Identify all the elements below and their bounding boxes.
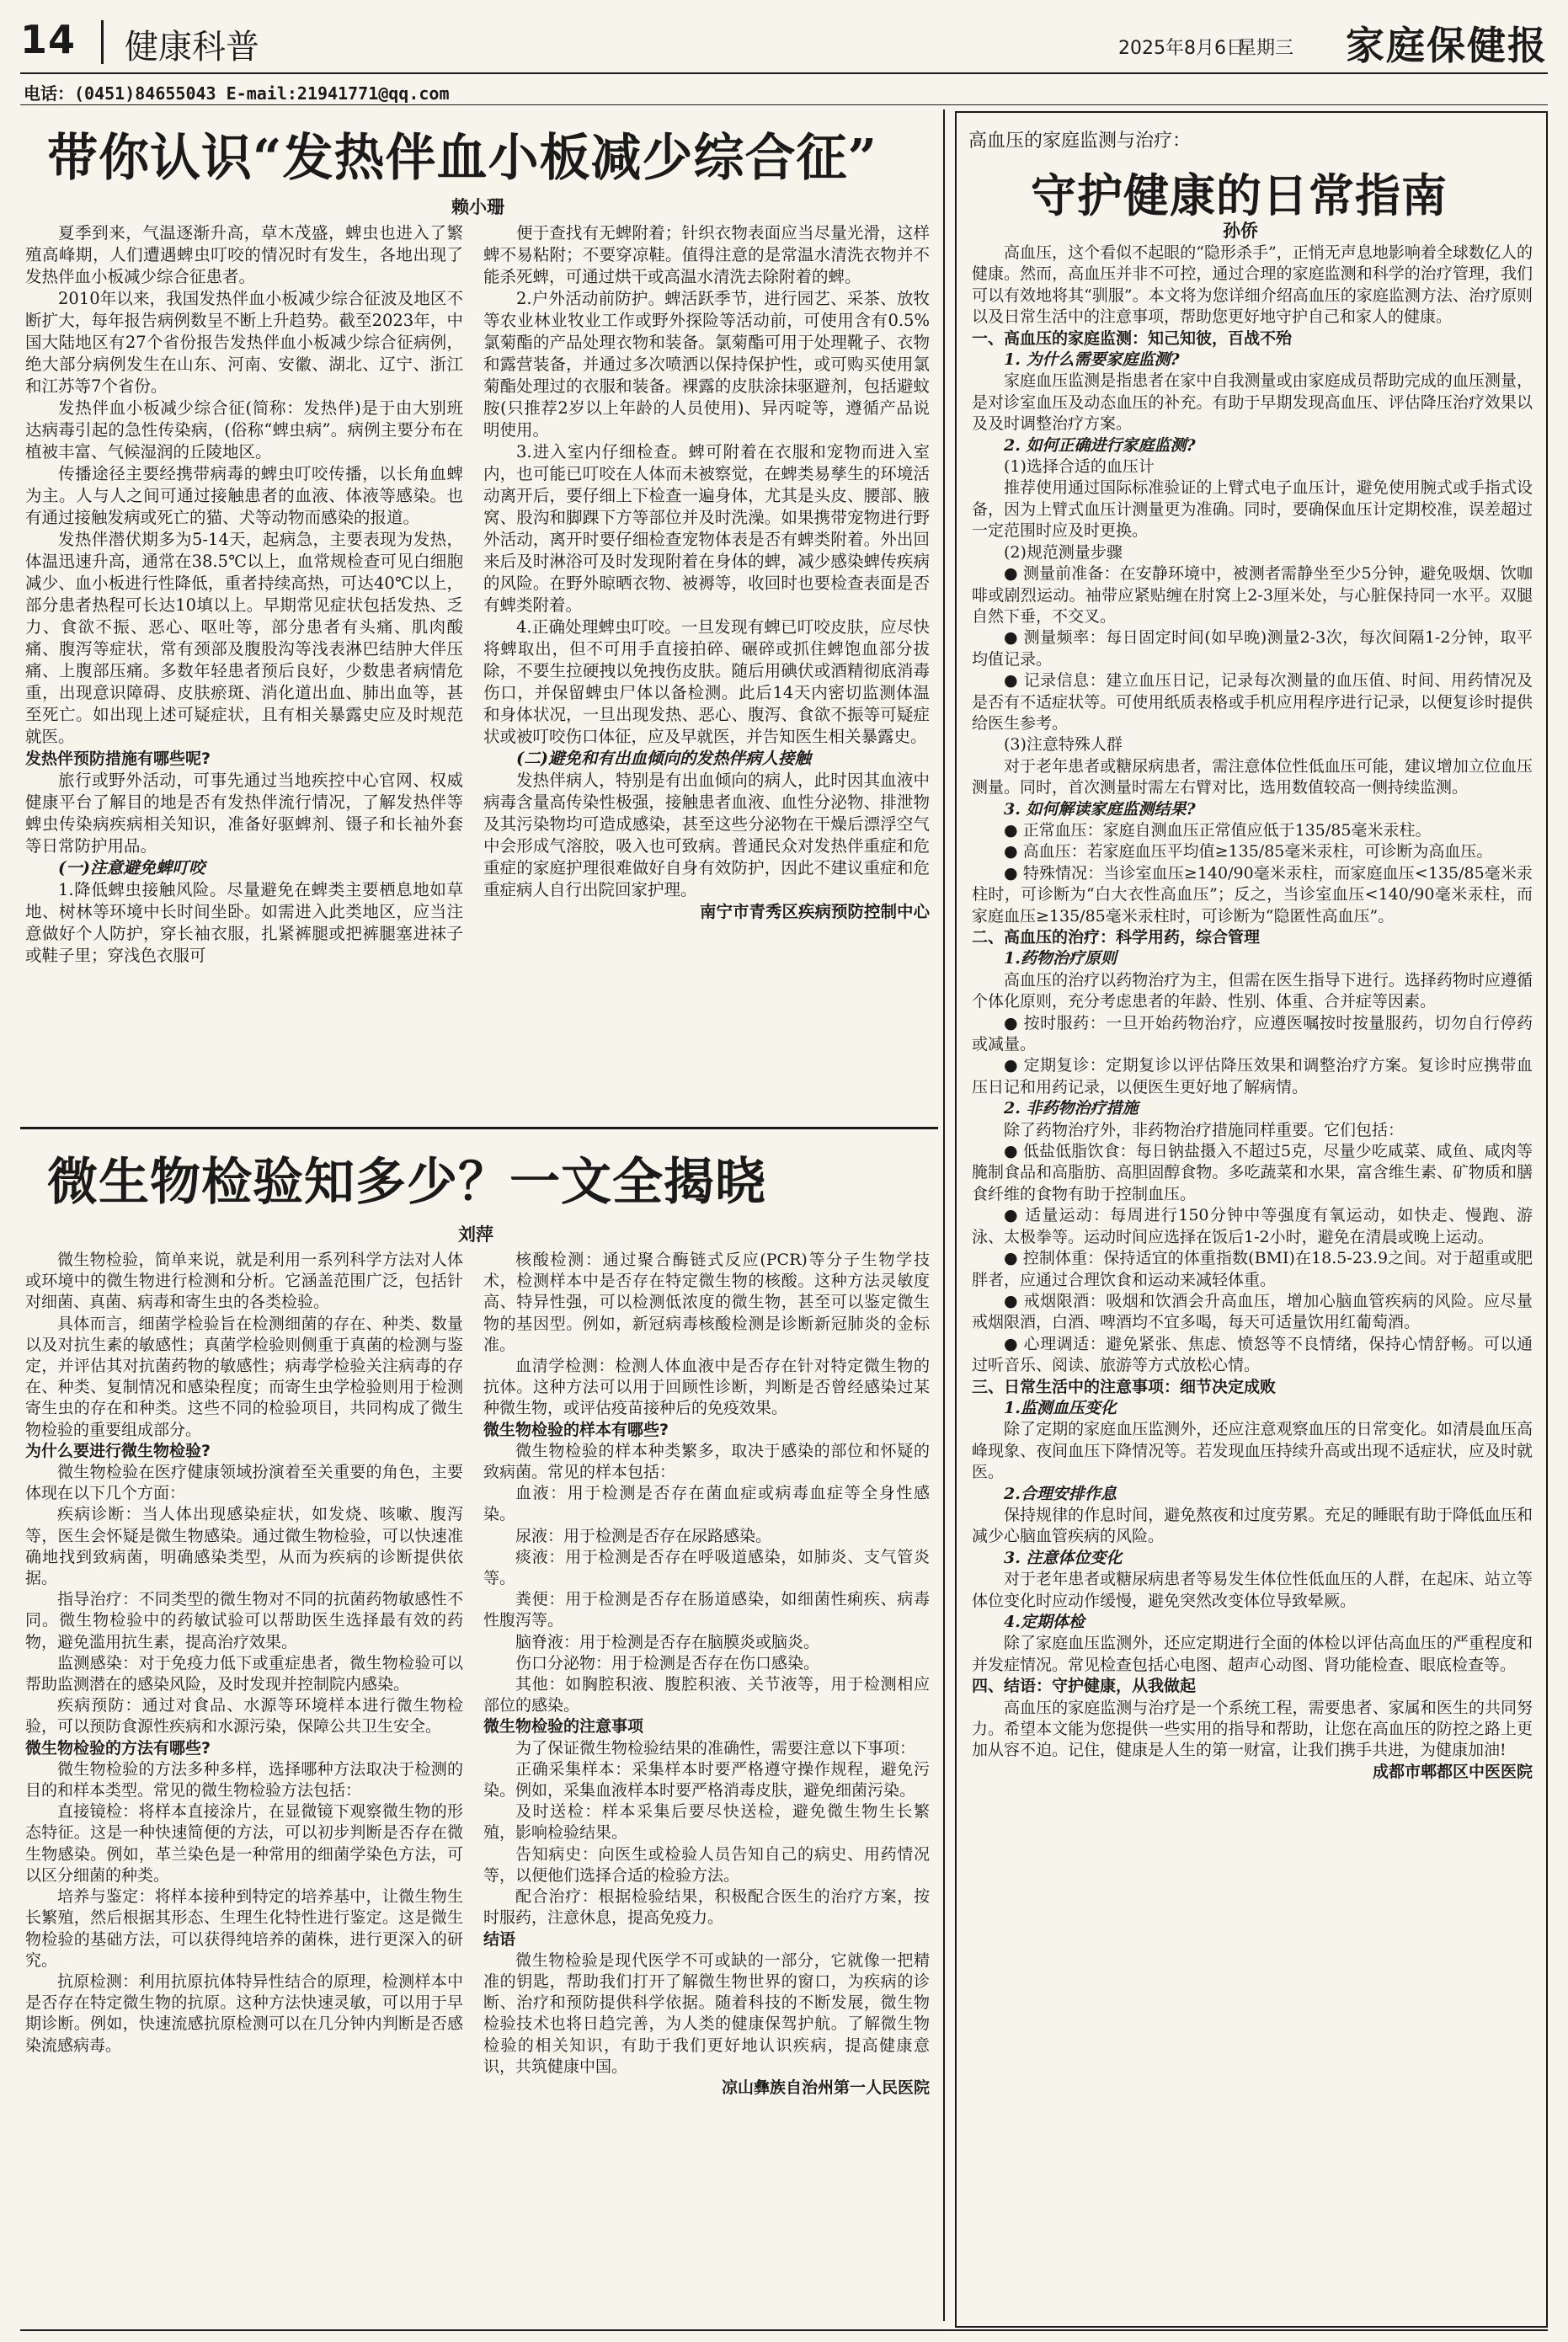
subheading: 微生物检验的注意事项 xyxy=(483,1717,644,1736)
contact-rule xyxy=(20,104,1548,105)
paragraph: ● 测量前准备：在安静环境中，被测者需静坐至少5分钟，避免吸烟、饮咖啡或剧烈运动。袖带应紧贴缠在肘窝上2-3厘米处，与心脏保持同一水平。双腿自然下垂，不交叉。 xyxy=(972,564,1533,626)
subheading: 二、高血压的治疗：科学用药，综合管理 xyxy=(972,928,1261,947)
paragraph: 具体而言，细菌学检验旨在检测细菌的存在、种类、数量以及对抗生素的敏感性；真菌学检验则侧重于真菌的检测与鉴定，并评估其对抗菌药物的敏感性；病毒学检验关注病毒的存在、种类、复制情况和感染程度；而寄生虫学检验则用于检测寄生虫的存在和种类。这些不同的检验项目，共同构成了微生物检验的重要组成部分。 xyxy=(25,1314,463,1439)
paragraph: 保持规律的作息时间，避免熬夜和过度劳累。充足的睡眠有助于降低血压和减少心脑血管疾病的风险。 xyxy=(972,1505,1533,1546)
paragraph: ● 特殊情况：当诊室血压≥140/90毫米汞柱，而家庭血压<135/85毫米汞柱时，可诊断为“白大衣性高血压”；反之，当诊室血压<140/90毫米汞柱，而家庭血压≥135/85毫米汞柱时，可诊断为“隐匿性高血压”。 xyxy=(972,863,1533,926)
paragraph: 发热伴潜伏期多为5-14天，起病急，主要表现为发热，体温迅速升高，通常在38.5℃以上，血常规检查可见白细胞减少、血小板进行性降低，重者持续高热，可达40℃以上，部分患者热程可长达10填以上。早期常见症状包括发热、乏力、食欲不振、恶心、呕吐等，部分患者有头痛、肌肉酸痛、腹泻等症状，常有颈部及腹股沟等浅表淋巴结肿大伴压痛、上腹部压痛。多数年轻患者预后良好，少数患者病情危重，出现意识障碍、皮肤瘀斑、消化道出血、肺出血等，甚至死亡。如出现上述可疑症状，且有相关暴露史应及时规范就医。 xyxy=(25,530,463,746)
paragraph: 微生物检验是现代医学不可或缺的一部分，它就像一把精准的钥匙，帮助我们打开了解微生物世界的窗口，为疾病的诊断、治疗和预防提供科学依据。随着科技的不断发展，微生物检验技术也将日趋完善，为人类的健康保驾护航。了解微生物检验的相关知识，有助于我们更好地认识疾病，提高健康意识，共筑健康中国。 xyxy=(483,1950,930,2076)
paragraph: (1)选择合适的血压计 xyxy=(1004,457,1155,477)
paragraph: ● 按时服药：一旦开始药物治疗，应遵医嘱按时按量服药，切勿自行停药或减量。 xyxy=(972,1013,1533,1054)
paragraph: 疾病预防：通过对食品、水源等环境样本进行微生物检验，可以预防食源性疾病和水源污染，保障公共卫生安全。 xyxy=(25,1696,463,1736)
paragraph: 指导治疗：不同类型的微生物对不同的抗菌药物敏感性不同。微生物检验中的药敏试验可以帮助医生选择最有效的药物，避免滥用抗生素，提高治疗效果。 xyxy=(25,1590,463,1651)
section-label: 2. 如何正确进行家庭监测? xyxy=(1004,435,1196,455)
source-credit: 成都市郫都区中医医院 xyxy=(1372,1762,1533,1781)
article3-body xyxy=(972,243,1533,1783)
section-label: 3. 如何解读家庭监测结果? xyxy=(1004,799,1196,819)
article3-author: 孙侨 xyxy=(1223,220,1258,241)
paragraph: 微生物检验在医疗健康领域扮演着至关重要的角色，主要体现在以下几个方面： xyxy=(25,1463,463,1503)
paragraph: 痰液：用于检测是否存在呼吸道感染，如肺炎、支气管炎等。 xyxy=(483,1547,930,1588)
paragraph: ● 控制体重：保持适宜的体重指数(BMI)在18.5-23.9之间。对于超重或肥胖者，应通过合理饮食和运动来减轻体重。 xyxy=(972,1249,1533,1289)
section-label: 2. 非药物治疗措施 xyxy=(1004,1099,1139,1118)
paragraph: 培养与鉴定：将样本接种到特定的培养基中，让微生物生长繁殖，然后根据其形态、生理生化特性进行鉴定。这是微生物检验的基础方法，可以获得纯培养的菌株，进行更深入的研究。 xyxy=(25,1887,463,1970)
paragraph: 告知病史：向医生或检验人员告知自己的病史、用药情况等，以便他们选择合适的检验方法。 xyxy=(483,1844,930,1885)
issue-date: 2025年8月6日 xyxy=(1118,38,1245,59)
page-header xyxy=(20,15,1548,67)
paragraph: 2010年以来，我国发热伴血小板减少综合征波及地区不断扩大，每年报告病例数呈不断上升趋势。截至2023年，中国大陆地区有27个省份报告发热伴血小板减少综合征病例，绝大部分病例发生在山东、河南、安徽、湖北、辽宁、浙江和江苏等7个省份。 xyxy=(25,289,463,396)
paragraph: ● 正常血压：家庭自测血压正常值应低于135/85毫米汞柱。 xyxy=(1004,820,1432,840)
article2-column-left xyxy=(25,1250,463,2057)
paragraph: ● 低盐低脂饮食：每日钠盐摄入不超过5克，尽量少吃咸菜、咸鱼、咸肉等腌制食品和高脂肪、高胆固醇食物。多吃蔬菜和水果，富含维生素、矿物质和膳食纤维的食物有助于控制血压。 xyxy=(972,1142,1533,1203)
source-credit: 凉山彝族自治州第一人民医院 xyxy=(721,2078,930,2097)
paragraph: 微生物检验，简单来说，就是利用一系列科学方法对人体或环境中的微生物进行检测和分析。它涵盖范围广泛，包括针对细菌、真菌、病毒和寄生虫的各类检验。 xyxy=(25,1251,463,1312)
paragraph: 除了定期的家庭血压监测外，还应注意观察血压的日常变化。如清晨血压高峰现象、夜间血压下降情况等。若发现血压持续升高或出现不适症状，应及时就医。 xyxy=(972,1420,1533,1482)
paragraph: 传播途径主要经携带病毒的蜱虫叮咬传播，以长角血蜱为主。人与人之间可通过接触患者的血液、体液等感染。也有通过接触发病或死亡的猫、犬等动物而感染的报道。 xyxy=(25,464,463,527)
paragraph: 粪便：用于检测是否存在肠道感染，如细菌性痢疾、病毒性腹泻等。 xyxy=(483,1590,930,1630)
contact-line: 电话：(0451)84655043 E-mail:21941771@qq.com xyxy=(24,83,450,104)
paragraph: 高血压的家庭监测与治疗是一个系统工程，需要患者、家属和医生的共同努力。希望本文能为您提供一些实用的指导和帮助，让您在高血压的防控之路上更加从容不迫。记住，健康是人生的第一财富，让我们携手共进，为健康加油! xyxy=(972,1698,1533,1760)
section-title: 健康科普 xyxy=(125,28,259,67)
paragraph: 抗原检测：利用抗原抗体特异性结合的原理，检测样本中是否存在特定微生物的抗原。这种方法快速灵敏，可以用于早期诊断。例如，快速流感抗原检测可以在几分钟内判断是否感染流感病毒。 xyxy=(25,1971,463,2055)
paragraph: ● 记录信息：建立血压日记，记录每次测量的血压值、时间、用药情况及是否有不适症状等。可使用纸质表格或手机应用程序进行记录，以便复诊时提供给医生参考。 xyxy=(972,671,1533,733)
paragraph: 推荐使用通过国际标准验证的上臂式电子血压计，避免使用腕式或手指式设备，因为上臂式血压计测量更为准确。同时，要确保血压计定期校准，误差超过一定范围时应及时更换。 xyxy=(972,478,1533,541)
paragraph: 家庭血压监测是指患者在家中自我测量或由家庭成员帮助完成的血压测量，是对诊室血压及动态血压的补充。有助于早期发现高血压、评估降压治疗效果以及及时调整治疗方案。 xyxy=(972,371,1533,434)
paragraph: 脑脊液：用于检测是否存在脑膜炎或脑炎。 xyxy=(515,1632,820,1651)
paragraph: 血清学检测：检测人体血液中是否存在针对特定微生物的抗体。这种方法可以用于回顾性诊断，判断是否曾经感染过某种微生物，或评估疫苗接种后的免疫效果。 xyxy=(483,1357,930,1418)
subheading: 微生物检验的方法有哪些? xyxy=(25,1738,211,1758)
paragraph: 血液：用于检测是否存在菌血症或病毒血症等全身性感染。 xyxy=(483,1484,930,1524)
paragraph: 2.户外活动前防护。蜱活跃季节，进行园艺、采茶、放牧等农业林业牧业工作或野外探险等活动前，可使用含有0.5%氯菊酯的产品处理衣物和装备。氯菊酯可用于处理靴子、衣物和露营装备，并通过多次喷洒以保持保护性，或可购买使用氯菊酯处理过的衣服和装备。裸露的皮肤涂抹驱避剂，包括避蚊胺(只推荐2岁以上年龄的人员使用)、异丙啶等，遵循产品说明使用。 xyxy=(483,289,930,440)
section-label: (一)注意避免蜱叮咬 xyxy=(58,858,205,878)
page-number: 14 xyxy=(20,17,77,62)
article1-title: 带你认识“发热伴血小板减少综合征” xyxy=(47,129,878,188)
section-label: 1.药物治疗原则 xyxy=(1004,949,1117,968)
newspaper-name: 家庭保健报 xyxy=(1346,23,1548,68)
article1-column-left xyxy=(25,222,463,967)
subheading: 三、日常生活中的注意事项：细节决定成败 xyxy=(972,1377,1277,1396)
paragraph: 发热伴血小板减少综合征(简称：发热伴)是于由大别班达病毒引起的急性传染病，(俗称“蜱虫病”。病例主要分布在植被丰富、气候湿润的丘陵地区。 xyxy=(25,398,463,461)
section-label: (二)避免和有出血倾向的发热伴病人接触 xyxy=(516,749,811,768)
paragraph: 对于老年患者或糖尿病患者等易发生体位性低血压的人群，在起床、站立等体位变化时应动作缓慢，避免突然改变体位导致晕厥。 xyxy=(972,1570,1533,1610)
paragraph: 正确采集样本：采集样本时要严格遵守操作规程，避免污染。例如，采集血液样本时要严格消毒皮肤，避免细菌污染。 xyxy=(483,1759,930,1801)
paragraph: ● 定期复诊：定期复诊以评估降压效果和调整治疗方案。复诊时应携带血压日记和用药记录，以便医生更好地了解病情。 xyxy=(972,1056,1533,1096)
subheading: 为什么要进行微生物检验? xyxy=(25,1441,211,1460)
subheading: 微生物检验的样本有哪些? xyxy=(483,1420,669,1439)
subheading: 发热伴预防措施有哪些呢? xyxy=(25,750,211,768)
paragraph: 对于老年患者或糖尿病患者，需注意体位性低血压可能，建议增加立位血压测量。同时，首次测量时需左右臂对比，选用数值较高一侧持续监测。 xyxy=(972,756,1533,798)
subheading: 结语 xyxy=(483,1929,516,1949)
article2-column-right xyxy=(483,1250,930,2099)
paragraph: 疾病诊断：当人体出现感染症状，如发烧、咳嗽、腹泻等，医生会怀疑是微生物感染。通过微生物检验，可以快速准确地找到致病菌，明确感染类型，从而为疾病的诊断提供依据。 xyxy=(25,1505,463,1588)
header-divider xyxy=(101,20,104,64)
paragraph: 其他：如胸腔积液、腹腔积液、关节液等，用于检测相应部位的感染。 xyxy=(483,1675,930,1715)
article1-author: 赖小珊 xyxy=(451,196,504,217)
paragraph: ● 适量运动：每周进行150分钟中等强度有氧运动，如快走、慢跑、游泳、太极拳等。运动时间应选择在饭后1-2小时，避免在清晨或晚上运动。 xyxy=(972,1206,1533,1246)
paragraph: 伤口分泌物：用于检测是否存在伤口感染。 xyxy=(515,1653,820,1672)
paragraph: 4.正确处理蜱虫叮咬。一旦发现有蜱已叮咬皮肤，应尽快将蜱取出，但不可用手直接拍碎、碾碎或抓住蜱饱血部分拔除，不要生拉硬拽以免拽伤皮肤。随后用碘伏或酒精彻底消毒伤口，并保留蜱虫尸体以备检测。此后14天内密切监测体温和身体状况，一旦出现发热、恶心、腹泻、食欲不振等可疑症状或被叮咬伤口体征，应及早就医，并告知医生相关暴露史。 xyxy=(483,617,930,746)
section-label: 1.监测血压变化 xyxy=(1004,1398,1117,1417)
section-label: 1. 为什么需要家庭监测? xyxy=(1004,350,1180,370)
section-label: 2.合理安排作息 xyxy=(1004,1484,1117,1503)
paragraph: 旅行或野外活动，可事先通过当地疾控中心官网、权威健康平台了解目的地是否有发热伴流行情况，了解发热伴等蜱虫传染病疾病相关知识，准备好驱蜱剂、镊子和长袖外套等日常防护用品。 xyxy=(25,771,463,856)
paragraph: 尿液：用于检测是否存在尿路感染。 xyxy=(515,1526,772,1545)
paragraph: (3)注意特殊人群 xyxy=(1004,735,1123,755)
paragraph: 除了家庭血压监测外，还应定期进行全面的体检以评估高血压的严重程度和并发症情况。常见检查包括心电图、超声心动图、肾功能检查、眼底检查等。 xyxy=(972,1634,1533,1674)
paragraph: 高血压，这个看似不起眼的“隐形杀手”，正悄无声息地影响着全球数亿人的健康。然而，高血压并非不可控，通过合理的家庭监测和科学的治疗管理，我们可以有效地将其“驯服”。本文将为您详细介绍高血压的家庭监测方法、治疗原则以及日常生活中的注意事项，帮助您更好地守护自己和家人的健康。 xyxy=(972,243,1533,327)
footer-rule xyxy=(20,2329,1548,2331)
section-label: 3. 注意体位变化 xyxy=(1004,1548,1123,1567)
paragraph: ● 高血压：若家庭血压平均值≥135/85毫米汞柱，可诊断为高血压。 xyxy=(1004,842,1493,862)
paragraph: 直接镜检：将样本直接涂片，在显微镜下观察微生物的形态特征。这是一种快速简便的方法，可以初步判断是否存在微生物感染。例如，革兰染色是一种常用的细菌学染色方法，可以区分细菌的种类。 xyxy=(25,1802,463,1885)
paragraph: ● 戒烟限酒：吸烟和饮酒会升高血压，增加心脑血管疾病的风险。应尽量戒烟限酒，白酒、啤酒均不宜多喝，每天可适量饮用红葡萄酒。 xyxy=(972,1291,1533,1332)
paragraph: 便于查找有无蜱附着；针织衣物表面应当尽量光滑，这样蜱不易粘附；不要穿凉鞋。值得注意的是常温水清洗衣物并不能杀死蜱，可通过烘干或高温水清洗去除附着的蜱。 xyxy=(483,223,930,286)
paragraph: (2)规范测量步骤 xyxy=(1004,542,1123,562)
paragraph: 为了保证微生物检验结果的准确性，需要注意以下事项： xyxy=(515,1738,916,1758)
column-separator xyxy=(943,109,945,2321)
paragraph: 监测感染：对于免疫力低下或重症患者，微生物检验可以帮助监测潜在的感染风险，及时发现并控制院内感染。 xyxy=(25,1653,463,1694)
paragraph: 配合治疗：根据检验结果，积极配合医生的治疗方案，按时服药，注意休息，提高免疫力。 xyxy=(483,1887,930,1928)
paragraph: ● 测量频率：每日固定时间(如早晚)测量2-3次，每次间隔1-2分钟，取平均值记录。 xyxy=(972,628,1533,669)
subheading: 一、高血压的家庭监测：知己知彼，百战不殆 xyxy=(972,328,1293,348)
paragraph: 3.进入室内仔细检查。蜱可附着在衣服和宠物而进入室内，也可能已叮咬在人体而未被察觉，在蜱类易孳生的环境活动离开后，要仔细上下检查一遍身体，尤其是头皮、腰部、腋窝、股沟和脚踝下方等部位并及时洗澡。如果携带宠物进行野外活动，离开时要仔细检查宠物体表是否有蜱类附着。外出回来后及时淋浴可及时发现附着在身体的蜱，减少感染蜱传疾病的风险。在野外晾晒衣物、被褥等，收回时也要检查表面是否有蜱类附着。 xyxy=(483,442,930,615)
paragraph: 1.降低蜱虫接触风险。尽量避免在蜱类主要栖息地如草地、树林等环境中长时间坐卧。如需进入此类地区，应当注意做好个人防护，穿长袖衣服，扎紧裤腿或把裤腿塞进袜子或鞋子里；穿浅色衣服可 xyxy=(25,880,463,965)
paragraph: ● 心理调适：避免紧张、焦虑、愤怒等不良情绪，保持心情舒畅。可以通过听音乐、阅读、旅游等方式放松心情。 xyxy=(972,1334,1533,1375)
paragraph: 除了药物治疗外，非药物治疗措施同样重要。它们包括： xyxy=(1004,1120,1405,1139)
article2-author: 刘萍 xyxy=(458,1224,493,1245)
paragraph: 发热伴病人，特别是有出血倾向的病人，此时因其血液中病毒含量高传染性极强，接触患者血液、血性分泌物、排泄物及其污染物均可造成感染，甚至这些分泌物在干燥后漂浮空气中会形成气溶胶，吸入也可致病。普通民众对发热伴重症和危重症的家庭护理很难做好自身有效防护，因此不建议重症和危重症病人自行出院回家护理。 xyxy=(483,771,930,899)
paragraph: 微生物检验的方法多种多样，选择哪种方法取决于检测的目的和样本类型。常见的微生物检验方法包括： xyxy=(25,1759,463,1801)
source-credit: 南宁市青秀区疾病预防控制中心 xyxy=(699,902,930,921)
paragraph: 微生物检验的样本种类繁多，取决于感染的部位和怀疑的致病菌。常见的样本包括： xyxy=(483,1441,930,1482)
article1-column-right xyxy=(483,222,930,923)
paragraph: 及时送检：样本采集后要尽快送检，避免微生物生长繁殖，影响检验结果。 xyxy=(483,1802,930,1843)
header-rule xyxy=(20,72,1548,74)
paragraph: 夏季到来，气温逐渐升高，草木茂盛，蜱虫也进入了繁殖高峰期，人们遭遇蜱虫叮咬的情况时有发生，各地出现了发热伴血小板减少综合征患者。 xyxy=(25,223,463,286)
article3-kicker: 高血压的家庭监测与治疗： xyxy=(968,131,1192,152)
article3-title: 守护健康的日常指南 xyxy=(1031,168,1448,222)
subheading: 四、结语：守护健康，从我做起 xyxy=(972,1677,1197,1696)
section-label: 4.定期体检 xyxy=(1004,1613,1085,1631)
paragraph: 核酸检测：通过聚合酶链式反应(PCR)等分子生物学技术，检测样本中是否存在特定微生物的核酸。这种方法灵敏度高、特异性强，可以检测低浓度的微生物，甚至可以鉴定微生物的基因型。例如，新冠病毒核酸检测是诊断新冠肺炎的金标准。 xyxy=(483,1251,930,1354)
issue-weekday: 星期三 xyxy=(1237,38,1293,59)
article-divider xyxy=(20,1127,938,1129)
paragraph: 高血压的治疗以药物治疗为主，但需在医生指导下进行。选择药物时应遵循个体化原则，充分考虑患者的年龄、性别、体重、合并症等因素。 xyxy=(972,970,1533,1011)
article2-title: 微生物检验知多少？一文全揭晓 xyxy=(47,1153,766,1212)
